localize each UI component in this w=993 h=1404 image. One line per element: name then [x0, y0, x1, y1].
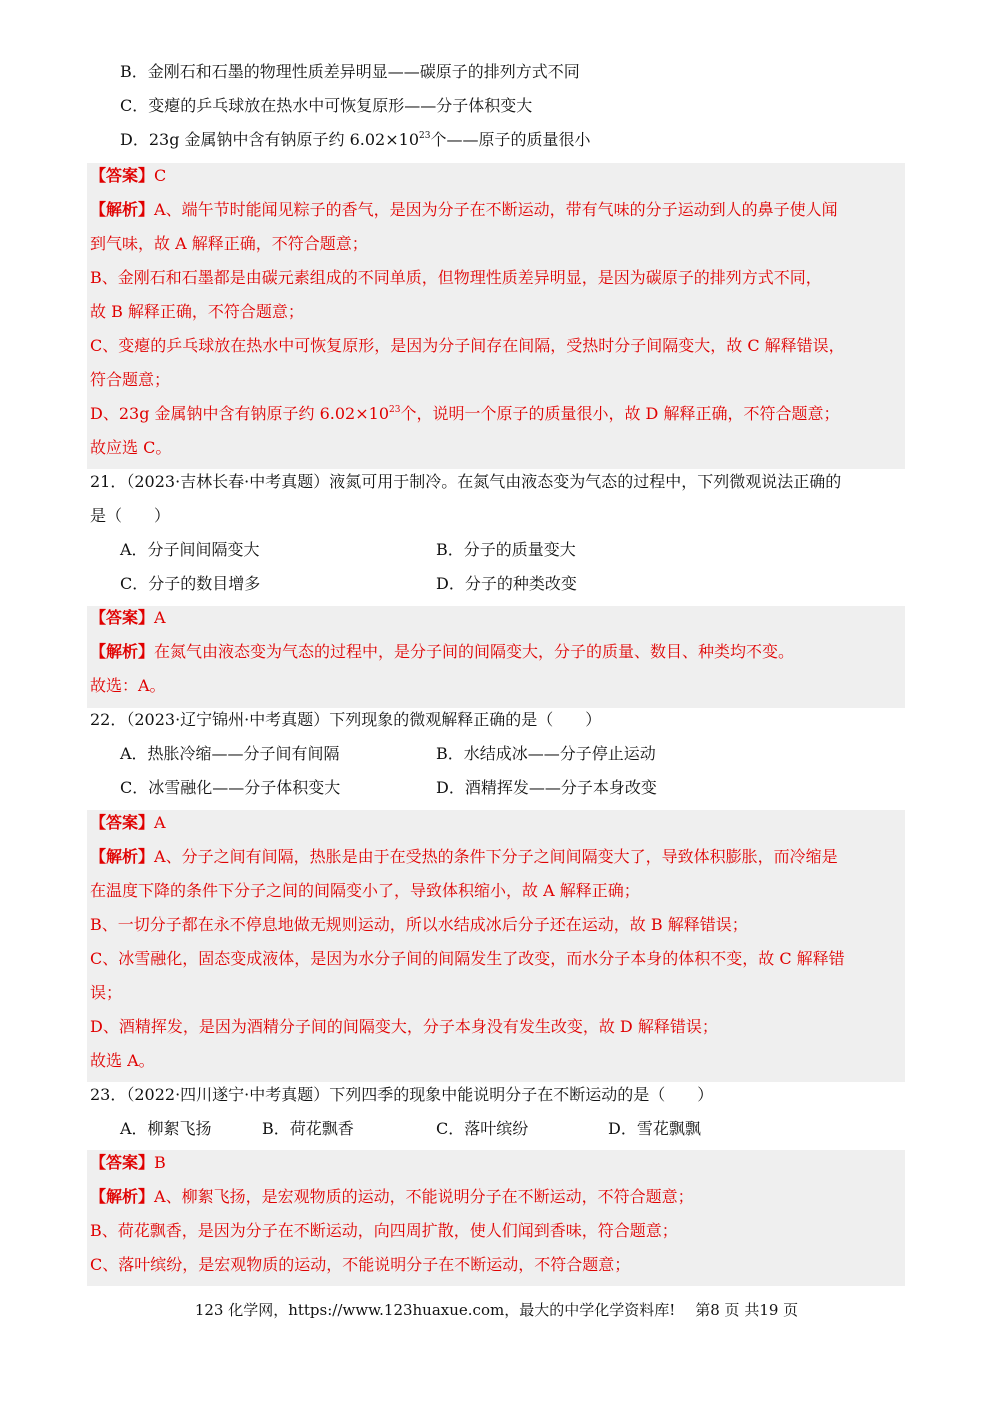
q22-analysis-line: B、一切分子都在永不停息地做无规则运动，所以水结成冰后分子还在运动，故 B 解释错误；	[90, 915, 748, 934]
q23-option-a: A．柳絮飞扬	[120, 1119, 212, 1138]
q20-option-b: B．金刚石和石墨的物理性质差异明显——碳原子的排列方式不同	[120, 62, 580, 81]
q23-analysis-line: C、落叶缤纷，是宏观物质的运动，不能说明分子在不断运动，不符合题意；	[90, 1255, 631, 1274]
q21-option-c: C．分子的数目增多	[120, 574, 261, 593]
q23-analysis-line: B、荷花飘香，是因为分子在不断运动，向四周扩散，使人们闻到香味，符合题意；	[90, 1221, 678, 1240]
q20-analysis-line: 【解析】A、端午节时能闻见粽子的香气，是因为分子在不断运动，带有气味的分子运动到人的鼻子使人闻	[90, 200, 838, 219]
q22-answer: 【答案】A	[90, 813, 166, 832]
q21-analysis-line: 故选：A。	[90, 676, 166, 695]
q23-analysis-line: 【解析】A、柳絮飞扬，是宏观物质的运动，不能说明分子在不断运动，不符合题意；	[90, 1187, 694, 1206]
q21-option-b: B．分子的质量变大	[436, 540, 576, 559]
q23-option-d: D．雪花飘飘	[608, 1119, 701, 1138]
q20-analysis-line: B、金刚石和石墨都是由碳元素组成的不同单质，但物理性质差异明显，是因为碳原子的排列方式不同，	[90, 268, 822, 287]
q22-analysis-line: D、酒精挥发，是因为酒精分子间的间隔变大，分子本身没有发生改变，故 D 解释错误；	[90, 1017, 718, 1036]
q20-answer: 【答案】C	[90, 166, 167, 185]
q22-option-b: B．水结成冰——分子停止运动	[436, 744, 656, 763]
q22-option-d: D．酒精挥发——分子本身改变	[436, 778, 657, 797]
q22-stem: 22．（2023·辽宁锦州·中考真题）下列现象的微观解释正确的是（ ）	[90, 710, 602, 729]
q21-option-a: A．分子间间隔变大	[120, 540, 260, 559]
q22-analysis-line: C、冰雪融化，固态变成液体，是因为水分子间的间隔发生了改变，而水分子本身的体积不变，故 C 解释错	[90, 949, 845, 968]
page-number: 第8 页 共19 页	[695, 1301, 799, 1319]
q20-analysis-line: C、变瘪的乒乓球放在热水中可恢复原形，是因为分子间存在间隔，受热时分子间隔变大，故 C 解释错误，	[90, 336, 845, 355]
q21-option-d: D．分子的种类改变	[436, 574, 577, 593]
footer-site-text: 123 化学网，https://www.123huaxue.com，最大的中学化学资料库!	[194, 1301, 676, 1319]
q22-analysis-line: 在温度下降的条件下分子之间的间隔变小了，导致体积缩小，故 A 解释正确；	[90, 881, 640, 900]
q21-stem: 是（ ）	[90, 506, 171, 525]
q22-option-c: C．冰雪融化——分子体积变大	[120, 778, 341, 797]
q21-answer: 【答案】A	[90, 608, 166, 627]
q20-analysis-line: 到气味，故 A 解释正确，不符合题意；	[90, 234, 368, 253]
q20-analysis-line: D、23g 金属钠中含有钠原子约 $6.02\times 10^{23}$个，说明一个原子的质量很小，故 D 解释正确，不符合题意；	[90, 404, 840, 423]
q20-option-d: D．23g 金属钠中含有钠原子约 $6.02\times 10^{23}$个——原子的质量很小	[120, 130, 591, 149]
q20-analysis-line: 故 B 解释正确，不符合题意；	[90, 302, 304, 321]
q22-option-a: A．热胀冷缩——分子间有间隔	[120, 744, 340, 763]
q20-analysis-line: 符合题意；	[90, 370, 171, 389]
q22-analysis-line: 故选 A。	[90, 1051, 155, 1070]
q23-option-c: C．落叶缤纷	[436, 1119, 529, 1138]
q22-analysis-line: 误；	[90, 983, 123, 1002]
q20-analysis-line: 故应选 C。	[90, 438, 172, 457]
page-footer	[0, 1300, 993, 1320]
q22-analysis-line: 【解析】A、分子之间有间隔，热胀是由于在受热的条件下分子之间间隔变大了，导致体积膨胀，而冷缩是	[90, 847, 838, 866]
q21-analysis-line: 【解析】在氮气由液态变为气态的过程中，是分子间的间隔变大，分子的质量、数目、种类均不变。	[90, 642, 795, 661]
q20-option-c: C．变瘪的乒乓球放在热水中可恢复原形——分子体积变大	[120, 96, 533, 115]
q23-stem: 23．（2022·四川遂宁·中考真题）下列四季的现象中能说明分子在不断运动的是（ ）	[90, 1085, 714, 1104]
q21-stem: 21．（2023·吉林长春·中考真题）液氮可用于制冷。在氮气由液态变为气态的过程中，下列微观说法正确的	[90, 472, 842, 491]
q23-option-b: B．荷花飘香	[262, 1119, 354, 1138]
q23-answer: 【答案】B	[90, 1153, 166, 1172]
